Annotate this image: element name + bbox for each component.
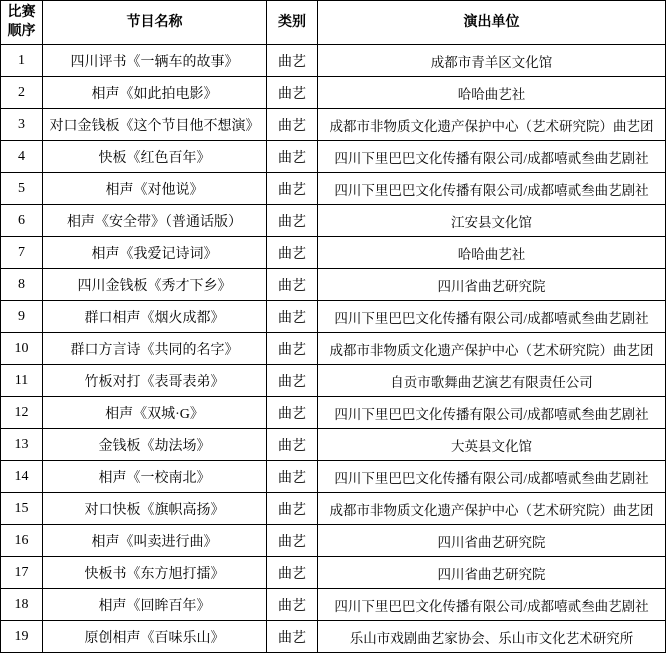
order-cell: 2 [1, 77, 43, 109]
order-cell: 12 [1, 397, 43, 429]
program-name-cell: 快板《红色百年》 [43, 141, 267, 173]
category-cell: 曲艺 [267, 173, 318, 205]
unit-cell: 四川下里巴巴文化传播有限公司/成都嘻贰叁曲艺剧社 [318, 141, 666, 173]
category-cell: 曲艺 [267, 269, 318, 301]
program-name-cell: 相声《安全带》（普通话版） [43, 205, 267, 237]
category-cell: 曲艺 [267, 589, 318, 621]
unit-cell: 四川下里巴巴文化传播有限公司/成都嘻贰叁曲艺剧社 [318, 397, 666, 429]
table-row [1, 237, 666, 269]
order-cell: 18 [1, 589, 43, 621]
category-cell: 曲艺 [267, 237, 318, 269]
column-header-category: 类别 [267, 1, 318, 45]
order-cell: 8 [1, 269, 43, 301]
program-name-cell: 四川评书《一辆车的故事》 [43, 45, 267, 77]
table-row [1, 205, 666, 237]
table-row [1, 173, 666, 205]
table-row [1, 461, 666, 493]
column-header-name: 节目名称 [43, 1, 267, 45]
order-cell: 7 [1, 237, 43, 269]
category-cell: 曲艺 [267, 141, 318, 173]
unit-cell: 江安县文化馆 [318, 205, 666, 237]
order-cell: 16 [1, 525, 43, 557]
program-name-cell: 相声《一校南北》 [43, 461, 267, 493]
order-cell: 11 [1, 365, 43, 397]
unit-cell: 四川下里巴巴文化传播有限公司/成都嘻贰叁曲艺剧社 [318, 173, 666, 205]
unit-cell: 成都市非物质文化遗产保护中心（艺术研究院）曲艺团 [318, 109, 666, 141]
program-name-cell: 相声《我爱记诗词》 [43, 237, 267, 269]
table-row [1, 45, 666, 77]
unit-cell: 大英县文化馆 [318, 429, 666, 461]
order-cell: 4 [1, 141, 43, 173]
unit-cell: 四川下里巴巴文化传播有限公司/成都嘻贰叁曲艺剧社 [318, 589, 666, 621]
program-name-cell: 相声《回眸百年》 [43, 589, 267, 621]
order-cell: 1 [1, 45, 43, 77]
table-row [1, 493, 666, 525]
unit-cell: 四川省曲艺研究院 [318, 557, 666, 589]
unit-cell: 成都市非物质文化遗产保护中心（艺术研究院）曲艺团 [318, 493, 666, 525]
table-row [1, 397, 666, 429]
unit-cell: 成都市非物质文化遗产保护中心（艺术研究院）曲艺团 [318, 333, 666, 365]
unit-cell: 四川下里巴巴文化传播有限公司/成都嘻贰叁曲艺剧社 [318, 301, 666, 333]
unit-cell: 四川省曲艺研究院 [318, 525, 666, 557]
category-cell: 曲艺 [267, 397, 318, 429]
table-row [1, 141, 666, 173]
table-row [1, 429, 666, 461]
program-name-cell: 群口相声《烟火成都》 [43, 301, 267, 333]
category-cell: 曲艺 [267, 621, 318, 653]
category-cell: 曲艺 [267, 205, 318, 237]
category-cell: 曲艺 [267, 429, 318, 461]
program-name-cell: 群口方言诗《共同的名字》 [43, 333, 267, 365]
program-name-cell: 相声《对他说》 [43, 173, 267, 205]
table-row [1, 333, 666, 365]
unit-cell: 四川下里巴巴文化传播有限公司/成都嘻贰叁曲艺剧社 [318, 461, 666, 493]
category-cell: 曲艺 [267, 557, 318, 589]
program-name-cell: 四川金钱板《秀才下乡》 [43, 269, 267, 301]
column-header-order: 比赛顺序 [1, 1, 43, 45]
table-body [1, 45, 666, 653]
category-cell: 曲艺 [267, 77, 318, 109]
unit-cell: 哈哈曲艺社 [318, 237, 666, 269]
category-cell: 曲艺 [267, 333, 318, 365]
program-name-cell: 快板书《东方旭打擂》 [43, 557, 267, 589]
order-cell: 10 [1, 333, 43, 365]
order-cell: 5 [1, 173, 43, 205]
order-cell: 17 [1, 557, 43, 589]
category-cell: 曲艺 [267, 45, 318, 77]
program-name-cell: 相声《叫卖进行曲》 [43, 525, 267, 557]
unit-cell: 成都市青羊区文化馆 [318, 45, 666, 77]
column-header-unit: 演出单位 [318, 1, 666, 45]
order-cell: 6 [1, 205, 43, 237]
program-name-cell: 对口快板《旗帜高扬》 [43, 493, 267, 525]
category-cell: 曲艺 [267, 493, 318, 525]
order-cell: 9 [1, 301, 43, 333]
program-name-cell: 相声《双城·G》 [43, 397, 267, 429]
order-cell: 19 [1, 621, 43, 653]
table-row [1, 77, 666, 109]
order-cell: 13 [1, 429, 43, 461]
table-header [1, 1, 666, 45]
category-cell: 曲艺 [267, 365, 318, 397]
order-cell: 14 [1, 461, 43, 493]
unit-cell: 四川省曲艺研究院 [318, 269, 666, 301]
category-cell: 曲艺 [267, 301, 318, 333]
header-row [1, 1, 666, 45]
category-cell: 曲艺 [267, 461, 318, 493]
unit-cell: 乐山市戏剧曲艺家协会、乐山市文化艺术研究所 [318, 621, 666, 653]
table-row [1, 557, 666, 589]
table-row [1, 301, 666, 333]
table-row [1, 269, 666, 301]
table-row [1, 589, 666, 621]
table-row [1, 525, 666, 557]
table-row [1, 621, 666, 653]
program-name-cell: 竹板对打《表哥表弟》 [43, 365, 267, 397]
unit-cell: 哈哈曲艺社 [318, 77, 666, 109]
table-row [1, 365, 666, 397]
order-cell: 3 [1, 109, 43, 141]
program-name-cell: 金钱板《劫法场》 [43, 429, 267, 461]
program-name-cell: 相声《如此拍电影》 [43, 77, 267, 109]
program-name-cell: 对口金钱板《这个节目他不想演》 [43, 109, 267, 141]
category-cell: 曲艺 [267, 525, 318, 557]
table-row [1, 109, 666, 141]
category-cell: 曲艺 [267, 109, 318, 141]
unit-cell: 自贡市歌舞曲艺演艺有限责任公司 [318, 365, 666, 397]
program-name-cell: 原创相声《百味乐山》 [43, 621, 267, 653]
order-cell: 15 [1, 493, 43, 525]
